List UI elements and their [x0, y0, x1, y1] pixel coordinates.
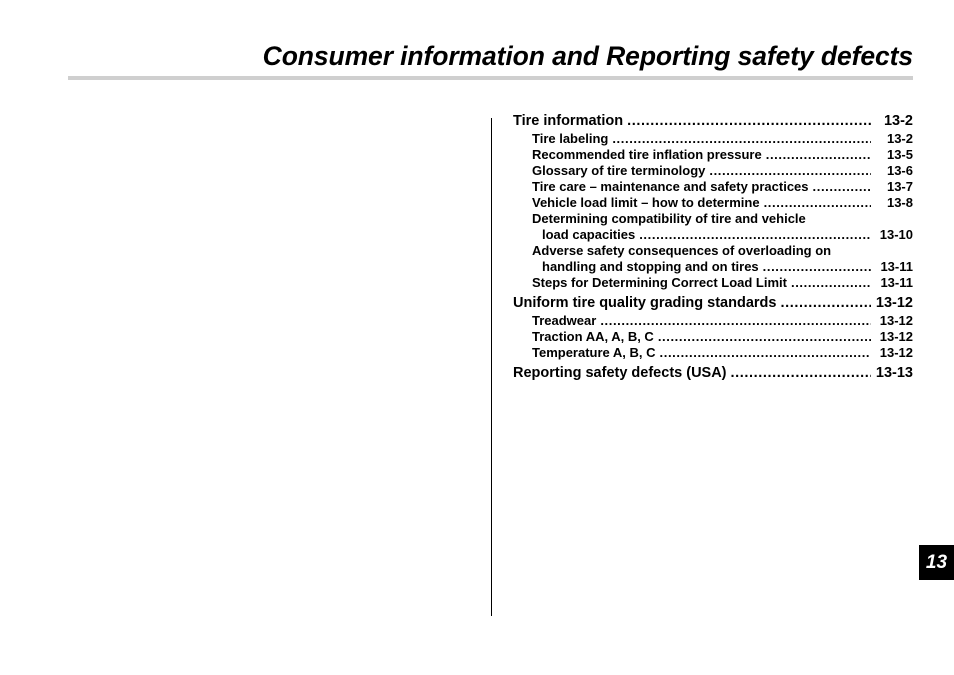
- toc-label: Tire information: [513, 113, 624, 129]
- page-title: Consumer information and Reporting safety defects: [262, 41, 913, 71]
- toc-label: Treadwear: [532, 313, 597, 328]
- toc-entry-compatibility[interactable]: [513, 227, 913, 243]
- toc-leader-dots: [639, 227, 871, 243]
- toc-entry-temperature[interactable]: [513, 345, 913, 361]
- toc-leader-dots: [763, 259, 871, 275]
- toc-label: Steps for Determining Correct Load Limit: [532, 275, 787, 290]
- toc-label: Vehicle load limit – how to determine: [532, 195, 760, 210]
- toc-label: Recommended tire inflation pressure: [532, 147, 762, 162]
- toc-entry-tire-care[interactable]: [513, 179, 913, 195]
- toc-leader-dots: [658, 329, 871, 345]
- toc-entry-steps[interactable]: [513, 275, 913, 291]
- toc-leader-dots: [731, 363, 871, 383]
- toc-label: Traction AA, A, B, C: [532, 329, 654, 344]
- toc-leader-dots: [660, 345, 871, 361]
- toc-entry-tire-information[interactable]: [513, 111, 913, 131]
- chapter-tab: 13: [919, 545, 954, 580]
- toc-page-number: 13-12: [879, 345, 913, 360]
- toc-label: handling and stopping and on tires: [542, 259, 759, 274]
- toc-page-number: 13-13: [875, 365, 913, 381]
- toc-page-number: 13-10: [879, 227, 913, 242]
- toc-page-number: 13-11: [880, 275, 913, 290]
- toc-entry-tire-labeling[interactable]: [513, 131, 913, 147]
- toc-leader-dots: [600, 313, 871, 329]
- table-of-contents: [513, 111, 913, 383]
- toc-entry-load-limit[interactable]: [513, 195, 913, 211]
- title-divider: [68, 76, 913, 80]
- toc-leader-dots: [780, 293, 871, 313]
- toc-entry-recommended-inflation[interactable]: [513, 147, 913, 163]
- toc-entry-traction[interactable]: [513, 329, 913, 345]
- toc-leader-dots: [766, 147, 871, 163]
- toc-leader-dots: [627, 111, 871, 131]
- toc-entry-overloading-first-line[interactable]: Adverse safety consequences of overloading on: [532, 243, 832, 258]
- toc-page-number: 13-12: [875, 295, 913, 311]
- toc-leader-dots: [764, 195, 871, 211]
- toc-leader-dots: [791, 275, 871, 291]
- toc-entry-treadwear[interactable]: [513, 313, 913, 329]
- toc-label: load capacities: [542, 227, 636, 242]
- toc-label: Reporting safety defects (USA): [513, 365, 727, 381]
- toc-label: Uniform tire quality grading standards: [513, 295, 777, 311]
- toc-entry-compatibility-first-line[interactable]: Determining compatibility of tire and vehicle: [532, 211, 806, 226]
- toc-page-number: 13-12: [879, 313, 913, 328]
- toc-entry-glossary[interactable]: [513, 163, 913, 179]
- toc-entry-utqg[interactable]: [513, 293, 913, 313]
- toc-label: Tire labeling: [532, 131, 609, 146]
- toc-label: Tire care – maintenance and safety practices: [532, 179, 809, 194]
- toc-leader-dots: [813, 179, 871, 195]
- toc-label: Temperature A, B, C: [532, 345, 656, 360]
- toc-page-number: 13-5: [886, 147, 913, 162]
- toc-entry-reporting[interactable]: [513, 363, 913, 383]
- toc-page-number: 13-8: [886, 195, 913, 210]
- toc-page-number: 13-2: [883, 113, 913, 129]
- toc-page-number: 13-7: [886, 179, 913, 194]
- toc-label: Glossary of tire terminology: [532, 163, 706, 178]
- toc-page-number: 13-2: [886, 131, 913, 146]
- toc-page-number: 13-11: [880, 259, 913, 274]
- toc-entry-overloading[interactable]: [513, 259, 913, 275]
- toc-page-number: 13-6: [886, 163, 913, 178]
- toc-page-number: 13-12: [879, 329, 913, 344]
- toc-leader-dots: [612, 131, 871, 147]
- toc-leader-dots: [709, 163, 871, 179]
- column-divider: [491, 118, 492, 616]
